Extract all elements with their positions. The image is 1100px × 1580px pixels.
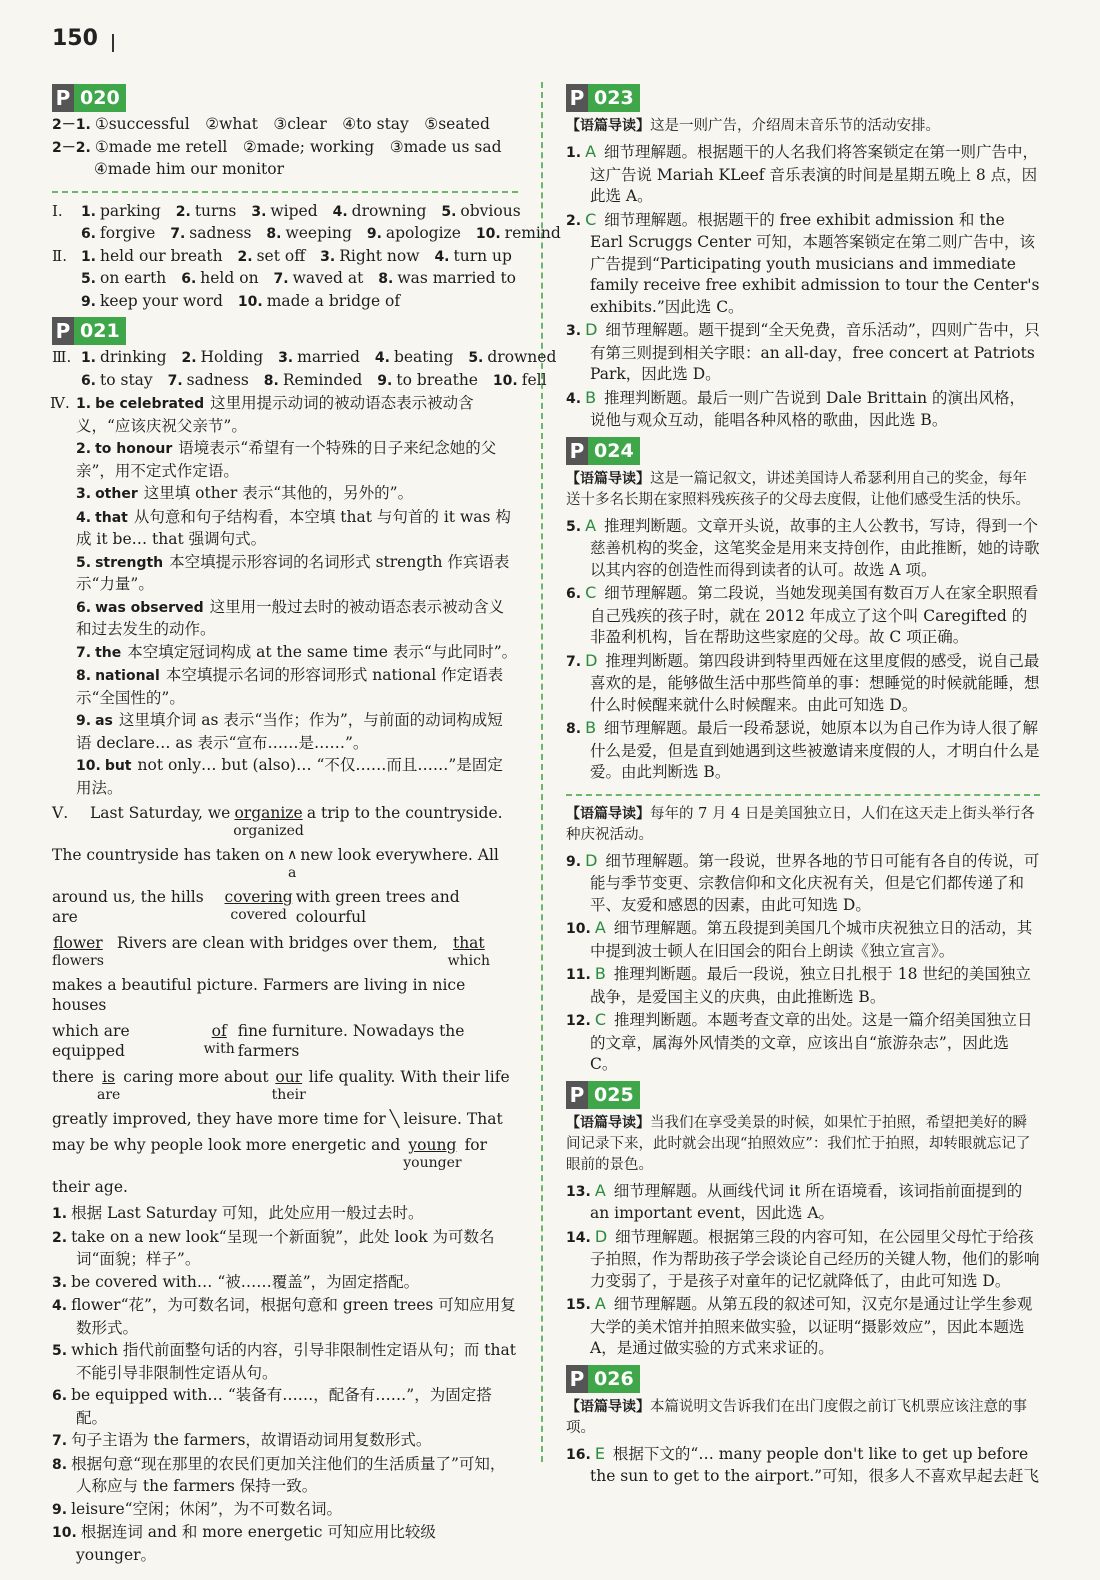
left-column <box>50 80 561 1567</box>
answer-item: 3. D 细节理解题。题干提到“全天免费，音乐活动”，四则广告中，只有第三则提到相关字眼：an all-day，free concert at Patriots Park，因此选 D。 <box>566 320 1040 383</box>
page-number-divider <box>112 34 114 52</box>
note-item: 4. flower“花”，为可数名词，根据句意和 green trees 可知应用复数形式。 <box>52 1296 516 1337</box>
explanation-item: 4. that 从句意和句子结构看，本空填 that 与句首的 it was 构成 it be… that 强调句式。 <box>76 507 511 548</box>
dashed-separator <box>566 794 1040 796</box>
section-4-explanations: Ⅳ. 1. be celebrated 这里用提示动词的被动语态表示被动含义，“应该庆祝父亲节”。 2. to honour 语境表示“希望有一个特殊的日子来纪念她的父亲”，用不定式作定语。 3. other 这里填 other 表示“其他的，另外的”。 4. that 从句意和句子结构看，本空填 that 与句首的 it was 构成 it be… that 强调句式。 5. strength 本空填提示形容词的名词形式 strength 作宾语表示“力量”。 6. was observed 这里用一般过去时的被动语态表示被动含义和过去发生的动作。 7. the 本空填定冠词构成 at the same time 表示“与此同时”。 8. national 本空填提示名词的形容词形式 national 作定语表示“全国性的”。 9. as 这里填介词 as 表示“当作；作为”，与前面的动词构成短语 declare… as 表示“宣布……是……”。 10. but not only… but (also)… “不仅……而且……”是固定用法。 <box>52 393 518 799</box>
answer-item: 8. B 细节理解题。最后一段希瑟说，她原本以为自己作为诗人很了解什么是爱，但是直到她遇到这些被邀请来度假的人，才明白什么是爱。由此判断选 B。 <box>566 718 1040 781</box>
note-item: 1. 根据 Last Saturday 可知，此处应用一般过去时。 <box>52 1204 424 1222</box>
explanation-item: 1. be celebrated 这里用提示动词的被动语态表示被动含义，“应该庆祝父亲节”。 <box>76 394 474 435</box>
answer-item: 13. A 细节理解题。从画线代词 it 所在语境看，该词指前面提到的 an important event，因此选 A。 <box>566 1180 1023 1222</box>
section-badge-024: P 024 <box>566 437 640 465</box>
correction: young younger <box>403 1136 462 1171</box>
answer-item: 16. E 根据下文的“… many people don't like to get up before the sun to get to the airport.”可知，很多人不喜欢早起去赶飞 <box>566 1443 1040 1485</box>
explanation-item: 9. as 这里填介词 as 表示“当作；作为”，与前面的动词构成短语 declare… as 表示“宣布……是……”。 <box>76 711 503 752</box>
section-badge-023: P 023 <box>566 84 640 112</box>
badge-p-icon: P <box>566 1365 588 1393</box>
section-badge-021: P 021 <box>52 317 126 345</box>
explanation-item: 3. other 这里填 other 表示“其他的，另外的”。 <box>76 484 414 502</box>
error-correction-passage: Ⅴ. Last Saturday, we organize organized a trip to the countryside. The countryside has taken on ∧ a new look everywhere. All around us, the hills are covering covered with green trees and colourful flower flowers Rivers are clean with bridges over them, that which makes a beautiful picture. Farmers are living in nice houses which are equipped of with fine furniture. Nowadays the farmers there is are caring more about our their life quality. With their life greatly improved, they have more time for ╲ leisure. That may be why people look more energetic and young younger for their age. <box>52 804 510 1196</box>
reading-guide: 【语篇导读】这是一则广告，介绍周末音乐节的活动安排。 <box>566 118 940 134</box>
explanation-item: 2. to honour 语境表示“希望有一个特殊的日子来纪念她的父亲”，用不定式作定语。 <box>76 439 497 480</box>
answer-item: 10. A 细节理解题。第五段提到美国几个城市庆祝独立日的活动，其中提到波士顿人在旧国会的阳台上朗读《独立宣言》。 <box>566 918 1033 960</box>
column-divider <box>541 82 543 1462</box>
note-item: 9. leisure“空闲；休闲”，为不可数名词。 <box>52 1499 343 1518</box>
reading-guide: 【语篇导读】每年的 7 月 4 日是美国独立日，人们在这天走上街头举行各种庆祝活动。 <box>566 805 1035 843</box>
correction: covering covered <box>224 888 293 923</box>
page-number: 150 <box>52 26 98 51</box>
answers-020: 2－1. ①successful ②what ③clear ④to stay ⑤seated 2－2. ①made me retell ②made; working ③made us sad ④made him our monitor <box>52 115 502 178</box>
answer-item: 2. C 细节理解题。根据题干的 free exhibit admission 和 the Earl Scruggs Center 可知，本题答案锁定在第二则广告中，该广告提到“Participating youth musicians and immediate family receive free exhibit admission to tour the Center's exhibits.”因此选 C。 <box>566 209 1040 316</box>
note-item: 7. 句子主语为 the farmers，故谓语动词用复数形式。 <box>52 1431 432 1449</box>
answer-item: 5. A 推理判断题。文章开头说，故事的主人公教书，写诗，得到一个慈善机构的奖金，这笔奖金是用来支持创作，由此推断，她的诗歌以其内容的创造性而得到读者的认可。故选 A 项。 <box>566 515 1040 579</box>
note-item: 8. 根据句意“现在那里的农民们更加关注他们的生活质量了”可知，人称应与 the farmers 保持一致。 <box>52 1454 506 1495</box>
explanation-item: 7. the 本空填定冠词构成 at the same time 表示“与此同时”。 <box>76 642 518 661</box>
correction: organize organized <box>233 804 304 839</box>
section-1-answers: Ⅰ. 1. parking 2. turns 3. wiped 4. drowning 5. obvious 6. forgive 7. sadness 8. weeping 9. apologize 10. remind <box>52 201 561 242</box>
correction: of with <box>203 1022 235 1057</box>
answer-item: 14. D 细节理解题。根据第三段的内容可知，在公园里父母忙于给孩子拍照，作为帮助孩子学会谈论自己经历的关键人物，他们的影响力变弱了，于是孩子对童年的记忆就降低了，由此可知选 D。 <box>566 1226 1040 1290</box>
section-3-answers: Ⅲ. 1. drinking 2. Holding 3. married 4. beating 5. drowned 6. to stay 7. sadness 8. Reminded 9. to breathe 10. fell <box>52 348 557 389</box>
reading-guide: 【语篇导读】当我们在享受美景的时候，如果忙于拍照，希望把美好的瞬间记录下来，此时就会出现“拍照效应”：我们忙于拍照，却转眼就忘记了眼前的景色。 <box>566 1114 1031 1173</box>
right-column <box>566 80 1040 1489</box>
dashed-separator <box>52 191 518 193</box>
reading-guide: 【语篇导读】本篇说明文告诉我们在出门度假之前订飞机票应该注意的事项。 <box>566 1398 1027 1436</box>
answer-item: 6. C 细节理解题。第二段说，当她发现美国有数百万人在家全职照看自己残疾的孩子时，就在 2012 年成立了这个叫 Caregifted 的非盈利机构，旨在帮助这些家庭的父母。故 C 项正确。 <box>566 583 1039 646</box>
badge-p-icon: P <box>52 84 74 112</box>
deletion-mark: ╲ <box>389 1109 400 1128</box>
section-2-answers: Ⅱ. 1. held our breath 2. set off 3. Right now 4. turn up 5. on earth 6. held on 7. waved at 8. was married to 9. keep your word 10. made a bridge of <box>52 246 517 310</box>
note-item: 10. 根据连词 and 和 more energetic 可知应用比较级 younger。 <box>52 1523 436 1564</box>
error-correction-notes <box>52 1203 518 1566</box>
correction: our their <box>271 1068 306 1103</box>
badge-p-icon: P <box>52 317 74 345</box>
section-badge-020: P 020 <box>52 84 126 112</box>
correction: that which <box>447 934 490 969</box>
badge-p-icon: P <box>566 84 588 112</box>
answer-item: 11. B 推理判断题。最后一段说，独立日扎根于 18 世纪的美国独立战争，是爱国主义的庆典，由此推断选 B。 <box>566 964 1031 1006</box>
explanation-item: 8. national 本空填提示名词的形容词形式 national 作定语表示“全国性的”。 <box>76 666 504 707</box>
answer-item: 9. D 细节理解题。第一段说，世界各地的节日可能有各自的传说，可能与季节变更、宗教信仰和文化庆祝有关，但是它们都传递了和平、友爱和感恩的因素，由此可知选 D。 <box>566 850 1040 914</box>
explanation-item: 10. but not only… but (also)… “不仅……而且……”是固定用法。 <box>76 756 503 797</box>
answer-item: 1. A 细节理解题。根据题干的人名我们将答案锁定在第一则广告中，这广告说 Mariah KLeef 音乐表演的时间是星期五晚上 8 点，因此选 A。 <box>566 142 1039 205</box>
answer-item: 4. B 推理判断题。最后一则广告说到 Dale Brittain 的演出风格，说他与观众互动，能唱各种风格的歌曲，因此选 B。 <box>566 387 1026 429</box>
answer-item: 12. C 推理判断题。本题考查文章的出处。这是一篇介绍美国独立日的文章，属海外风情类的文章，应该出自“旅游杂志”，因此选 C。 <box>566 1010 1033 1073</box>
explanation-item: 6. was observed 这里用一般过去时的被动语态表示被动含义和过去发生的动作。 <box>76 597 505 638</box>
badge-p-icon: P <box>566 437 588 465</box>
correction: is are <box>96 1068 121 1103</box>
section-badge-025: P 025 <box>566 1081 640 1109</box>
answer-item: 15. A 细节理解题。从第五段的叙述可知，汉克尔是通过让学生参观大学的美术馆并拍照来做实验，以证明“摄影效应”，因此本题选 A，是通过做实验的方式来求证的。 <box>566 1294 1033 1357</box>
explanation-item: 5. strength 本空填提示形容词的名词形式 strength 作宾语表示“力量”。 <box>76 552 510 593</box>
note-item: 5. which 指代前面整句话的内容，引导非限制性定语从句；而 that 不能引导非限制性定语从句。 <box>52 1341 516 1382</box>
note-item: 2. take on a new look“呈现一个新面貌”，此处 look 为可数名词“面貌；样子”。 <box>52 1227 495 1268</box>
answer-item: 7. D 推理判断题。第四段讲到特里西娅在这里度假的感受，说自己最喜欢的是，能够做生活中那些简单的事：想睡觉的时候就能睡，想什么时候醒来就什么时候醒来。由此可知选 D。 <box>566 650 1040 714</box>
badge-p-icon: P <box>566 1081 588 1109</box>
reading-guide: 【语篇导读】这是一篇记叙文，讲述美国诗人希瑟利用自己的奖金，每年送十多名长期在家照料残疾孩子的父母去度假，让他们感受生活的快乐。 <box>566 470 1030 508</box>
section-badge-026: P 026 <box>566 1365 640 1393</box>
note-item: 6. be equipped with… “装备有……，配备有……”，为固定搭配。 <box>52 1386 492 1427</box>
insertion-mark: ∧ a <box>287 847 298 881</box>
note-item: 3. be covered with… “被……覆盖”，为固定搭配。 <box>52 1272 420 1291</box>
correction: flower flowers <box>52 934 104 969</box>
